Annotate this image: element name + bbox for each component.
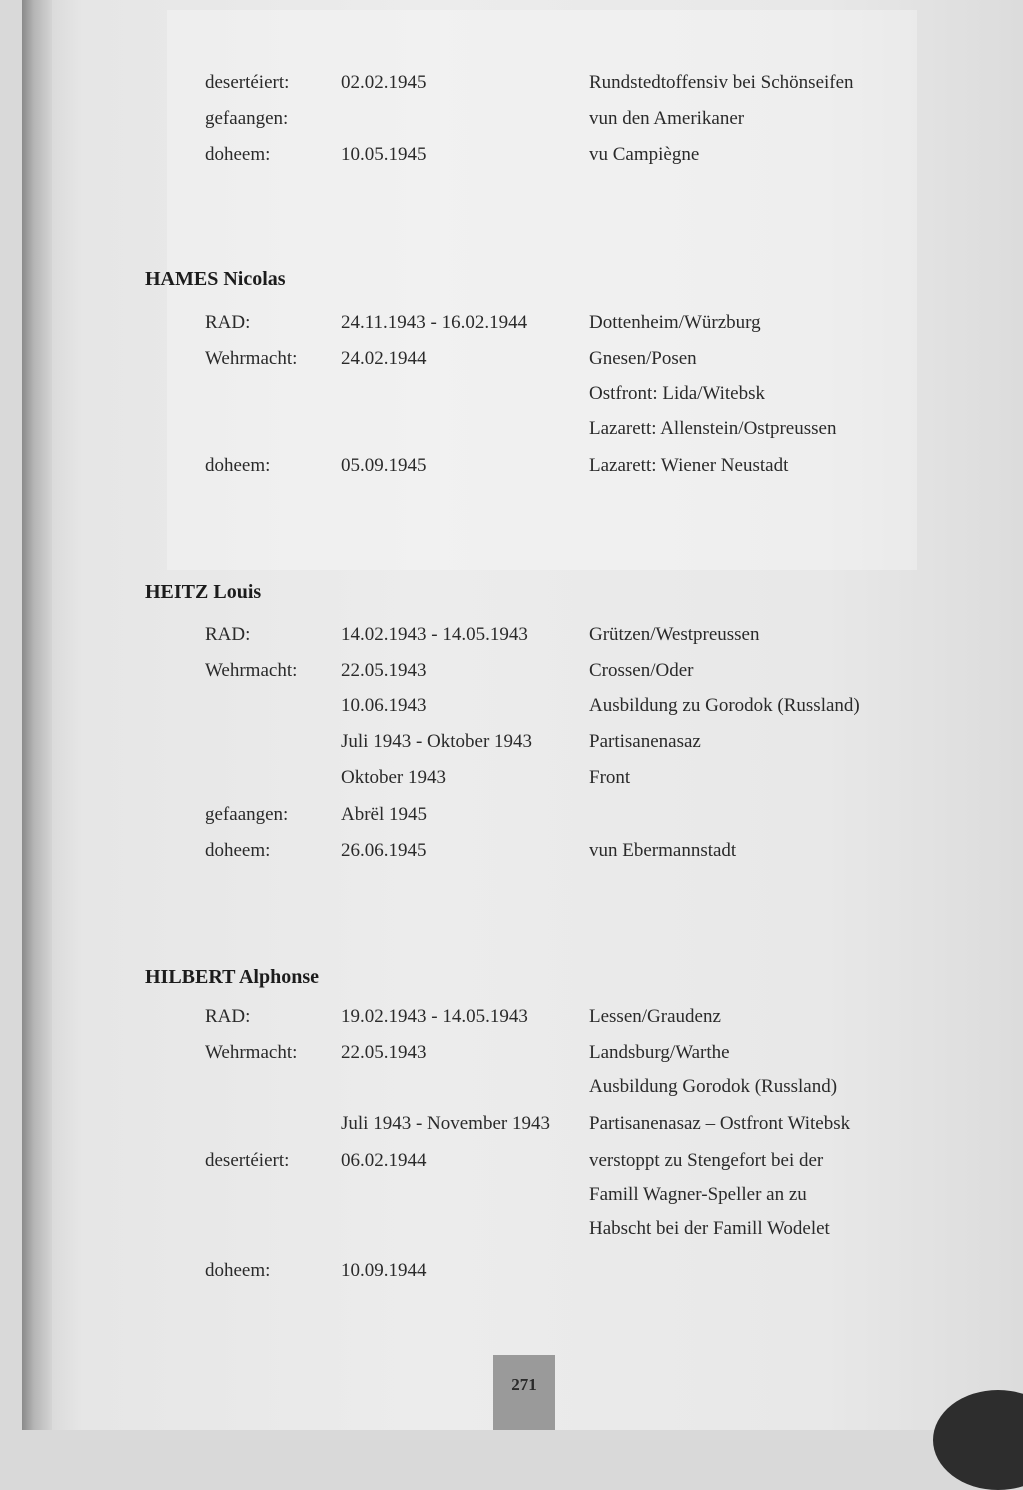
entry-row [205,72,905,102]
entry-date: 24.02.1944 [341,348,427,369]
entry-label: RAD: [205,1006,251,1027]
entry-row [205,1150,905,1180]
person-name: HAMES Nicolas [145,268,286,290]
entry-label: doheem: [205,144,271,165]
entry-row [205,804,905,834]
entry-place: Rundstedtoffensiv bei Schönseifen [589,72,854,93]
entry-row [205,1184,905,1214]
person-name: HEITZ Louis [145,581,262,603]
entry-label: Wehrmacht: [205,660,298,681]
entry-place: Ausbildung Gorodok (Russland) [589,1076,838,1097]
entry-date: 10.06.1943 [341,695,427,716]
entry-row [205,624,905,654]
entry-place: vu Campiègne [589,144,700,165]
entry-place: Ausbildung zu Gorodok (Russland) [589,695,860,716]
entry-place: Crossen/Oder [589,660,694,681]
entry-place: Lazarett: Allenstein/Ostpreussen [589,418,837,439]
entry-label: RAD: [205,624,251,645]
person-name: HILBERT Alphonse [145,966,320,988]
entry-place: vun Ebermannstadt [589,840,737,861]
entry-date: 10.09.1944 [341,1260,427,1281]
entry-label: gefaangen: [205,804,289,825]
entry-row [205,108,905,138]
entry-row [205,1006,905,1036]
entry-row [205,1076,905,1106]
entry-row [205,312,905,342]
entry-row [205,695,905,725]
entry-row [205,767,905,797]
entry-place: Dottenheim/Würzburg [589,312,761,333]
entry-date: 14.02.1943 - 14.05.1943 [341,624,528,645]
entry-date: Juli 1943 - November 1943 [341,1113,550,1134]
entry-place: Habscht bei der Famill Wodelet [589,1218,830,1239]
entry-place: vun den Amerikaner [589,108,745,129]
entry-row [205,1113,905,1143]
entry-place: Landsburg/Warthe [589,1042,730,1063]
entry-place: Partisanenasaz [589,731,701,752]
entry-label: desertéiert: [205,72,290,93]
entry-date: 22.05.1943 [341,1042,427,1063]
page-corner-shadow [933,1390,1023,1490]
entry-date: 05.09.1945 [341,455,427,476]
entry-row [205,1260,905,1290]
entry-label: doheem: [205,455,271,476]
entry-place: Famill Wagner-Speller an zu [589,1184,807,1205]
entry-row [205,660,905,690]
entry-row [205,144,905,174]
entry-place: Grützen/Westpreussen [589,624,760,645]
entry-date: Juli 1943 - Oktober 1943 [341,731,533,752]
entry-place: Lessen/Graudenz [589,1006,721,1027]
entry-row [205,418,905,448]
entry-place: Lazarett: Wiener Neustadt [589,455,789,476]
entry-date: 02.02.1945 [341,72,427,93]
entry-row [205,455,905,485]
entry-date: 19.02.1943 - 14.05.1943 [341,1006,528,1027]
entry-date: 26.06.1945 [341,840,427,861]
entry-date: Oktober 1943 [341,767,447,788]
entry-label: Wehrmacht: [205,348,298,369]
entry-row [205,348,905,378]
entry-date: 22.05.1943 [341,660,427,681]
entry-place: Ostfront: Lida/Witebsk [589,383,766,404]
page-number: 271 [493,1355,555,1430]
entry-date: 06.02.1944 [341,1150,427,1171]
entry-place: Partisanenasaz – Ostfront Witebsk [589,1113,851,1134]
entry-label: doheem: [205,1260,271,1281]
entry-row [205,731,905,761]
entry-label: desertéiert: [205,1150,290,1171]
entry-place: verstoppt zu Stengefort bei der [589,1150,824,1171]
book-spine-shadow [22,0,52,1430]
entry-row [205,383,905,413]
entry-date: Abrël 1945 [341,804,428,825]
entry-date: 10.05.1945 [341,144,427,165]
entry-label: gefaangen: [205,108,289,129]
entry-row [205,840,905,870]
entry-label: Wehrmacht: [205,1042,298,1063]
entry-row [205,1042,905,1072]
entry-place: Front [589,767,631,788]
entry-label: RAD: [205,312,251,333]
entry-date: 24.11.1943 - 16.02.1944 [341,312,528,333]
entry-row [205,1218,905,1248]
entry-label: doheem: [205,840,271,861]
entry-place: Gnesen/Posen [589,348,697,369]
